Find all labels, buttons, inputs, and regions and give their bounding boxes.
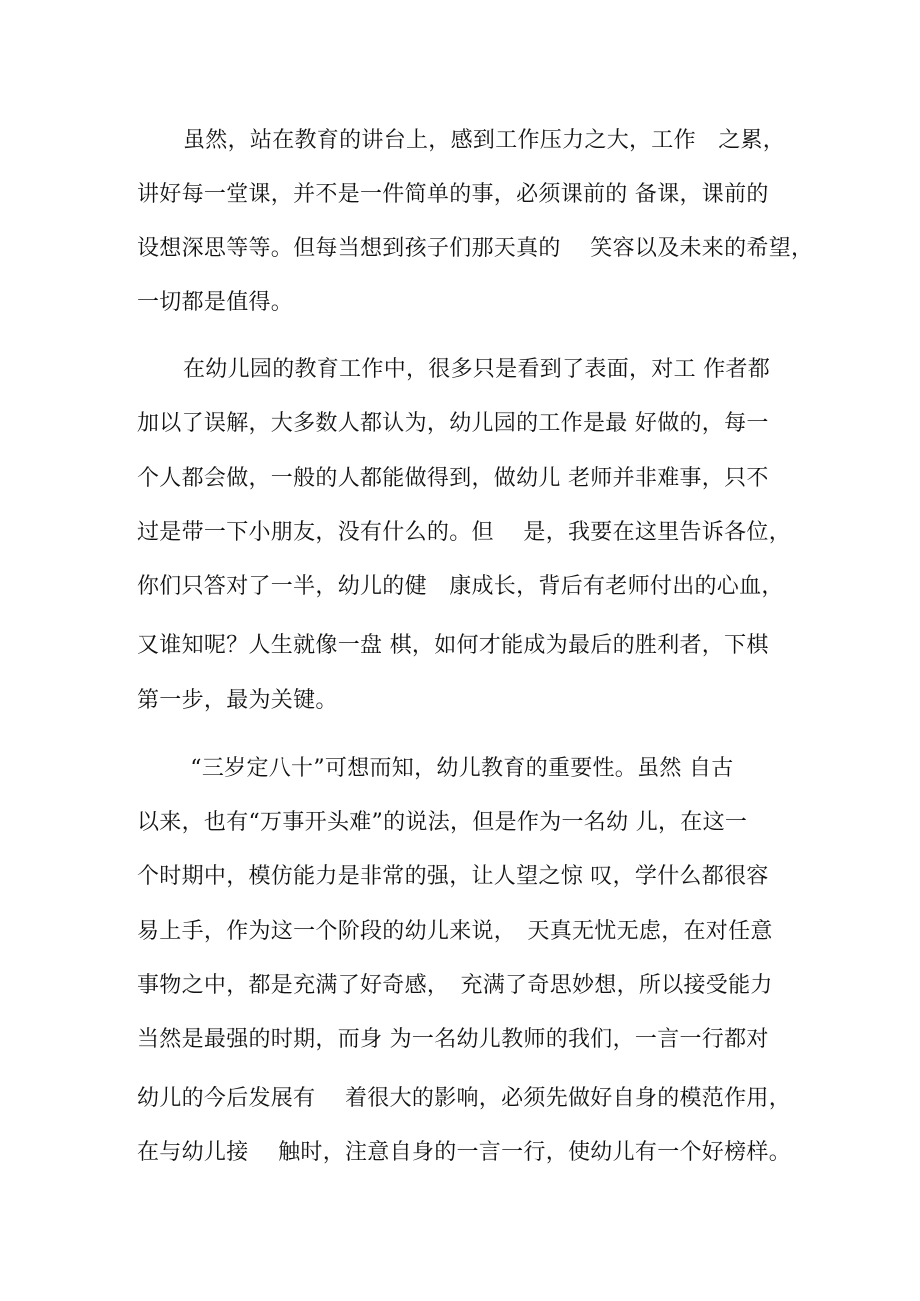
text-line: 在幼儿园的教育工作中，很多只是看到了表面，对工 作者都 [183,357,771,382]
text-line: 以来，也有“万事开头难”的说法，但是作为一名幼 儿，在这一 [137,810,748,835]
text-line: 一切都是值得。 [137,290,294,315]
text-line: 虽然，站在教育的讲台上，感到工作压力之大，工作 之累， [183,128,786,153]
text-line: 你们只答对了一半，幼儿的健 康成长，背后有老师付出的心血， [137,574,784,599]
text-line: 事物之中，都是充满了好奇感， 充满了奇思妙想，所以接受能力 [137,973,773,998]
text-line: 又谁知呢？人生就像一盘 棋，如何才能成为最后的胜利者，下棋 [137,633,769,658]
text-line: 第一步，最为关键。 [137,688,338,713]
text-line: 幼儿的今后发展有 着很大的影响，必须先做好自身的模范作用， [137,1086,791,1111]
text-line: 当然是最强的时期，而身 为一名幼儿教师的我们，一言一行都对 [137,1027,769,1052]
text-line: “三岁定八十”可想而知，幼儿教育的重要性。虽然 自古 [183,756,734,781]
text-line: 加以了误解，大多数人都认为，幼儿园的工作是最 好做的，每一 [137,411,769,436]
text-line: 过是带一下小朋友，没有什么的。但 是，我要在这里告诉各位， [137,520,791,545]
text-line: 讲好每一堂课，并不是一件简单的事，必须课前的 备课，课前的 [137,182,769,207]
text-line: 个人都会做，一般的人都能做得到，做幼儿 老师并非难事，只不 [137,466,769,491]
text-line: 个时期中，模仿能力是非常的强，让人望之惊 叹，学什么都很容 [137,864,769,889]
text-line: 易上手，作为这一个阶段的幼儿来说， 天真无忧无虑，在对任意 [137,919,773,944]
text-line: 设想深思等等。但每当想到孩子们那天真的 笑容以及未来的希望， [137,236,814,261]
text-line: 在与幼儿接 触时，注意自身的一言一行，使幼儿有一个好榜样。 [137,1140,791,1165]
